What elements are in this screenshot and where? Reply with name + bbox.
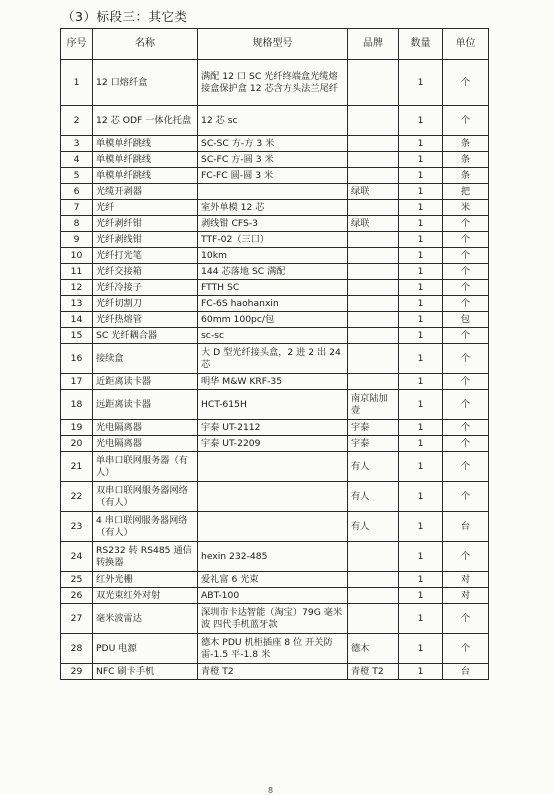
cell-no: 22 (61, 482, 93, 512)
cell-brand: 德木 (348, 634, 399, 664)
header-unit: 单位 (443, 29, 489, 60)
cell-unit: 个 (443, 542, 489, 572)
cell-no: 28 (61, 634, 93, 664)
cell-name: 光纤切割刀 (93, 296, 198, 312)
cell-brand (348, 106, 399, 136)
section-title: （3）标段三：其它类 (62, 9, 188, 24)
cell-qty: 1 (399, 344, 443, 374)
cell-brand (348, 542, 399, 572)
cell-qty: 1 (399, 248, 443, 264)
cell-qty: 1 (399, 390, 443, 420)
cell-spec: 明华 M&W KRF-35 (198, 374, 348, 390)
table-row (61, 152, 489, 168)
header-spec: 规格型号 (198, 29, 348, 60)
cell-brand: 有人 (348, 482, 399, 512)
cell-spec: 室外单模 12 芯 (198, 200, 348, 216)
cell-qty: 1 (399, 136, 443, 152)
cell-name: 近距离读卡器 (93, 374, 198, 390)
cell-name: 单模单纤跳线 (93, 168, 198, 184)
cell-no: 11 (61, 264, 93, 280)
cell-no: 10 (61, 248, 93, 264)
cell-qty: 1 (399, 184, 443, 200)
cell-brand (348, 604, 399, 634)
cell-spec: ABT-100 (198, 588, 348, 604)
cell-name: 双光束红外对射 (93, 588, 198, 604)
cell-name: 单模单纤跳线 (93, 136, 198, 152)
cell-unit: 个 (443, 390, 489, 420)
cell-unit: 个 (443, 264, 489, 280)
cell-brand: 宇泰 (348, 436, 399, 452)
cell-qty: 1 (399, 232, 443, 248)
cell-qty: 1 (399, 328, 443, 344)
cell-unit: 个 (443, 328, 489, 344)
cell-name: 光电隔离器 (93, 436, 198, 452)
table-row (61, 60, 489, 106)
cell-qty: 1 (399, 264, 443, 280)
cell-spec: SC-FC 方-圆 3 米 (198, 152, 348, 168)
cell-name: 单模单纤跳线 (93, 152, 198, 168)
cell-unit: 个 (443, 436, 489, 452)
table-row (61, 604, 489, 634)
cell-spec: FTTH SC (198, 280, 348, 296)
cell-name: 光电隔离器 (93, 420, 198, 436)
table-row (61, 452, 489, 482)
cell-spec (198, 184, 348, 200)
cell-qty: 1 (399, 106, 443, 136)
table-row (61, 264, 489, 280)
cell-no: 12 (61, 280, 93, 296)
cell-qty: 1 (399, 588, 443, 604)
cell-name: PDU 电源 (93, 634, 198, 664)
cell-name: 远距离读卡器 (93, 390, 198, 420)
cell-unit: 个 (443, 106, 489, 136)
cell-spec: 爱礼富 6 光束 (198, 572, 348, 588)
procurement-table (60, 28, 489, 680)
cell-no: 21 (61, 452, 93, 482)
table-row (61, 232, 489, 248)
cell-spec: 12 芯 sc (198, 106, 348, 136)
cell-name: 光纤 (93, 200, 198, 216)
cell-no: 17 (61, 374, 93, 390)
cell-spec (198, 482, 348, 512)
cell-no: 2 (61, 106, 93, 136)
cell-qty: 1 (399, 482, 443, 512)
cell-brand (348, 60, 399, 106)
table-row (61, 328, 489, 344)
cell-unit: 个 (443, 634, 489, 664)
cell-no: 5 (61, 168, 93, 184)
cell-brand (348, 588, 399, 604)
cell-no: 8 (61, 216, 93, 232)
cell-unit: 个 (443, 604, 489, 634)
cell-unit: 个 (443, 482, 489, 512)
cell-qty: 1 (399, 542, 443, 572)
cell-brand (348, 248, 399, 264)
cell-spec: 德木 PDU 机柜插座 8 位 开关防雷-1.5 平-1.8 米 (198, 634, 348, 664)
cell-unit: 台 (443, 664, 489, 680)
cell-unit: 米 (443, 200, 489, 216)
cell-qty: 1 (399, 436, 443, 452)
cell-spec: 深圳市卡达智能（淘宝）79G 毫米波 四代手机蓝牙款 (198, 604, 348, 634)
cell-spec: 10km (198, 248, 348, 264)
cell-name: 光纤交接箱 (93, 264, 198, 280)
cell-brand (348, 328, 399, 344)
cell-name: 红外光栅 (93, 572, 198, 588)
cell-brand (348, 232, 399, 248)
cell-unit: 台 (443, 512, 489, 542)
table-row (61, 420, 489, 436)
cell-no: 13 (61, 296, 93, 312)
cell-qty: 1 (399, 374, 443, 390)
header-brand: 品牌 (348, 29, 399, 60)
cell-brand (348, 168, 399, 184)
table-row (61, 248, 489, 264)
cell-no: 23 (61, 512, 93, 542)
cell-unit: 个 (443, 344, 489, 374)
cell-unit: 条 (443, 168, 489, 184)
cell-spec: 满配 12 口 SC 光纤终端盒光缆熔接盒保护盒 12 芯含方头法兰尾纤 (198, 60, 348, 106)
cell-brand (348, 312, 399, 328)
cell-spec: 大 D 型光纤接头盒，2 进 2 出 24 芯 (198, 344, 348, 374)
cell-spec: hexin 232-485 (198, 542, 348, 572)
cell-name: 12 芯 ODF 一体化托盘 (93, 106, 198, 136)
table-row (61, 106, 489, 136)
table-row (61, 136, 489, 152)
cell-spec: sc-sc (198, 328, 348, 344)
header-qty: 数量 (399, 29, 443, 60)
cell-qty: 1 (399, 216, 443, 232)
cell-name: 接续盒 (93, 344, 198, 374)
cell-name: 光纤剥线钳 (93, 232, 198, 248)
cell-qty: 1 (399, 168, 443, 184)
table-row (61, 634, 489, 664)
table-row (61, 200, 489, 216)
cell-no: 25 (61, 572, 93, 588)
cell-no: 27 (61, 604, 93, 634)
cell-spec: HCT-615H (198, 390, 348, 420)
table-row (61, 390, 489, 420)
cell-unit: 个 (443, 374, 489, 390)
cell-no: 16 (61, 344, 93, 374)
table-body (61, 60, 489, 680)
cell-spec: 青橙 T2 (198, 664, 348, 680)
cell-no: 14 (61, 312, 93, 328)
cell-spec (198, 452, 348, 482)
cell-name: SC 光纤耦合器 (93, 328, 198, 344)
cell-unit: 对 (443, 588, 489, 604)
table-row (61, 542, 489, 572)
cell-brand (348, 200, 399, 216)
table-row (61, 280, 489, 296)
cell-brand (348, 280, 399, 296)
cell-brand: 绿联 (348, 184, 399, 200)
cell-no: 19 (61, 420, 93, 436)
table-row (61, 184, 489, 200)
cell-brand (348, 152, 399, 168)
cell-name: 毫米波雷达 (93, 604, 198, 634)
cell-name: 4 串口联网服务器网络（有人） (93, 512, 198, 542)
cell-no: 20 (61, 436, 93, 452)
cell-name: 光纤热熔管 (93, 312, 198, 328)
cell-name: 光缆开剥器 (93, 184, 198, 200)
cell-qty: 1 (399, 200, 443, 216)
header-name: 名称 (93, 29, 198, 60)
cell-spec: SC-SC 方-方 3 米 (198, 136, 348, 152)
cell-qty: 1 (399, 634, 443, 664)
cell-no: 4 (61, 152, 93, 168)
cell-no: 6 (61, 184, 93, 200)
cell-name: 光纤冷接子 (93, 280, 198, 296)
cell-qty: 1 (399, 452, 443, 482)
cell-unit: 把 (443, 184, 489, 200)
cell-qty: 1 (399, 60, 443, 106)
cell-name: RS232 转 RS485 通信转换器 (93, 542, 198, 572)
cell-qty: 1 (399, 572, 443, 588)
cell-no: 26 (61, 588, 93, 604)
cell-unit: 个 (443, 60, 489, 106)
cell-qty: 1 (399, 152, 443, 168)
cell-no: 9 (61, 232, 93, 248)
cell-unit: 个 (443, 216, 489, 232)
cell-name: 光纤打光笔 (93, 248, 198, 264)
cell-brand: 有人 (348, 512, 399, 542)
cell-no: 29 (61, 664, 93, 680)
cell-brand: 宇泰 (348, 420, 399, 436)
cell-unit: 个 (443, 452, 489, 482)
cell-brand: 有人 (348, 452, 399, 482)
table-row (61, 436, 489, 452)
cell-unit: 对 (443, 572, 489, 588)
table-row (61, 374, 489, 390)
cell-brand: 绿联 (348, 216, 399, 232)
table-row (61, 312, 489, 328)
cell-brand (348, 344, 399, 374)
table-row (61, 296, 489, 312)
cell-name: NFC 刷卡手机 (93, 664, 198, 680)
cell-qty: 1 (399, 420, 443, 436)
cell-spec: 60mm 100pc/包 (198, 312, 348, 328)
cell-unit: 个 (443, 420, 489, 436)
page-number: 8 (268, 786, 274, 795)
table-row (61, 588, 489, 604)
cell-spec: 宇泰 UT-2112 (198, 420, 348, 436)
cell-unit: 个 (443, 248, 489, 264)
cell-qty: 1 (399, 280, 443, 296)
table-row (61, 664, 489, 680)
cell-unit: 个 (443, 232, 489, 248)
cell-no: 7 (61, 200, 93, 216)
cell-spec: 宇泰 UT-2209 (198, 436, 348, 452)
cell-spec: TTF-02（三口） (198, 232, 348, 248)
cell-brand: 南京陆加壹 (348, 390, 399, 420)
cell-name: 双串口联网服务器网络（有人） (93, 482, 198, 512)
table-row (61, 512, 489, 542)
cell-spec: FC-FC 圆-圆 3 米 (198, 168, 348, 184)
cell-unit: 个 (443, 296, 489, 312)
cell-qty: 1 (399, 512, 443, 542)
cell-no: 3 (61, 136, 93, 152)
cell-spec (198, 512, 348, 542)
cell-unit: 包 (443, 312, 489, 328)
cell-no: 15 (61, 328, 93, 344)
header-no: 序号 (61, 29, 93, 60)
cell-qty: 1 (399, 296, 443, 312)
cell-name: 单串口联网服务器（有人） (93, 452, 198, 482)
cell-name: 12 口熔纤盒 (93, 60, 198, 106)
table-row (61, 482, 489, 512)
table-row (61, 344, 489, 374)
cell-unit: 个 (443, 280, 489, 296)
cell-brand (348, 136, 399, 152)
cell-unit: 条 (443, 136, 489, 152)
cell-brand (348, 296, 399, 312)
cell-brand (348, 572, 399, 588)
table-row (61, 216, 489, 232)
cell-brand (348, 264, 399, 280)
cell-spec: 144 芯落地 SC 满配 (198, 264, 348, 280)
cell-spec: FC-6S haohanxin (198, 296, 348, 312)
table-row (61, 572, 489, 588)
cell-no: 18 (61, 390, 93, 420)
cell-name: 光纤剥纤钳 (93, 216, 198, 232)
table-row (61, 168, 489, 184)
cell-no: 1 (61, 60, 93, 106)
cell-qty: 1 (399, 664, 443, 680)
cell-unit: 条 (443, 152, 489, 168)
cell-qty: 1 (399, 312, 443, 328)
cell-no: 24 (61, 542, 93, 572)
table-header-row (61, 29, 489, 60)
cell-qty: 1 (399, 604, 443, 634)
cell-spec: 剥线钳 CFS-3 (198, 216, 348, 232)
cell-brand: 青橙 T2 (348, 664, 399, 680)
cell-brand (348, 374, 399, 390)
